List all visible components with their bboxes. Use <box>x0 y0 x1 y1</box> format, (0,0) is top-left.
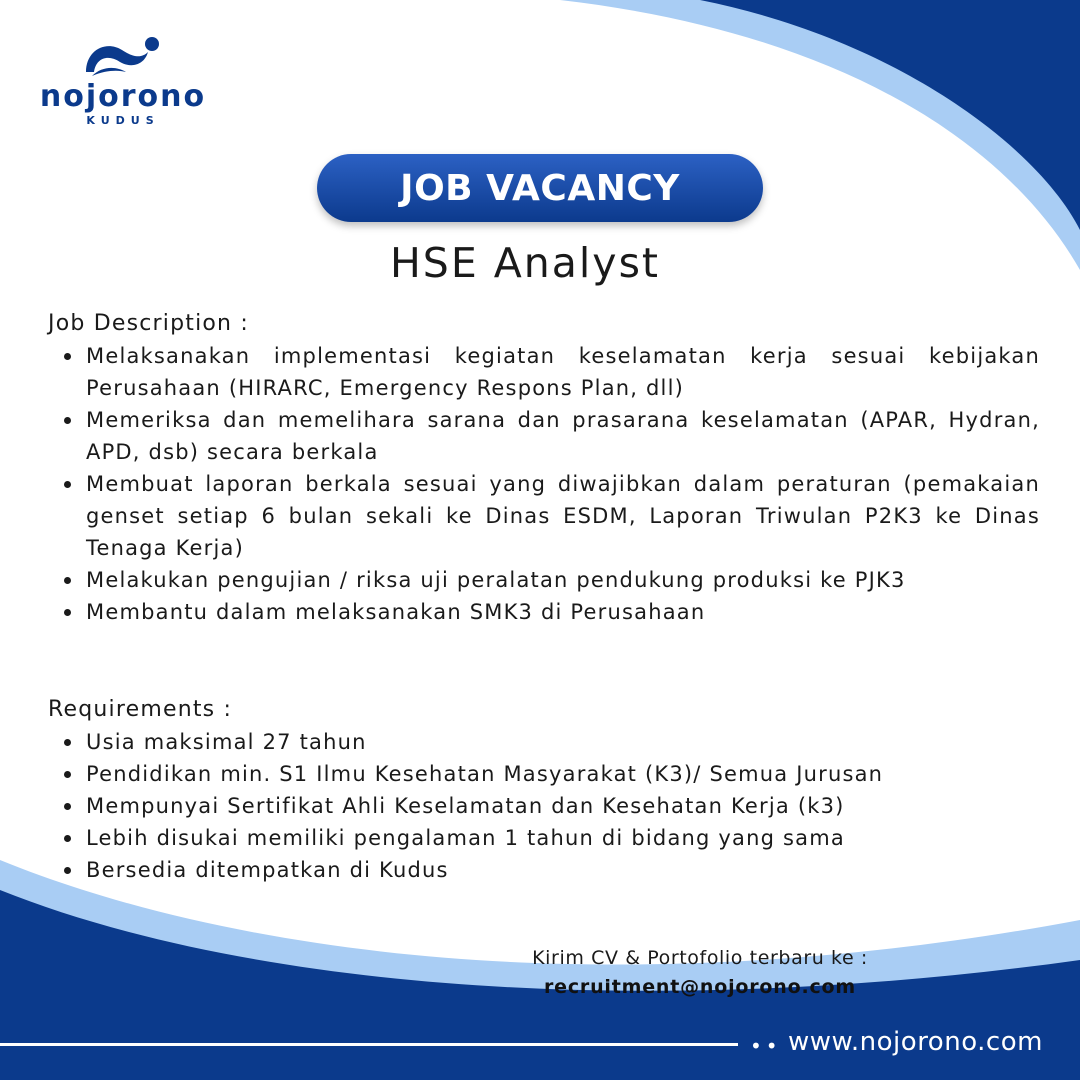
list-item: Mempunyai Sertifikat Ahli Keselamatan dan Kesehatan Kerja (k3) <box>48 790 1040 822</box>
requirements-list <box>48 726 1040 886</box>
company-logo <box>38 36 208 128</box>
requirements-section <box>48 694 1040 886</box>
contact-block <box>480 944 920 1002</box>
list-item: Lebih disukai memiliki pengalaman 1 tahun di bidang yang sama <box>48 822 1040 854</box>
position-title: HSE Analyst <box>389 239 661 287</box>
footer-dots-icon: •• <box>750 1034 782 1058</box>
logo-location: KUDUS <box>86 114 160 127</box>
list-item: Memeriksa dan memelihara sarana dan prasarana keselamatan (APAR, Hydran, APD, dsb) secara berkala <box>48 404 1040 468</box>
job-vacancy-banner <box>317 154 763 222</box>
list-item: Membuat laporan berkala sesuai yang diwajibkan dalam peraturan (pemakaian genset setiap 6 bulan sekali ke Dinas ESDM, Laporan Triwulan P2K3 ke Dinas Tenaga Kerja) <box>48 468 1040 564</box>
recruitment-email-link[interactable]: recruitment@nojorono.com <box>544 976 856 998</box>
list-item: Membantu dalam melaksanakan SMK3 di Perusahaan <box>48 596 1040 628</box>
job-vacancy-label: JOB VACANCY <box>400 167 680 209</box>
job-description-list <box>48 340 1040 628</box>
footer-divider <box>0 1043 738 1046</box>
contact-instruction: Kirim CV & Portofolio terbaru ke : <box>532 947 868 969</box>
job-description-section <box>48 308 1040 628</box>
list-item: Melakukan pengujian / riksa uji peralatan pendukung produksi ke PJK3 <box>48 564 1040 596</box>
website-link[interactable]: www.nojorono.com <box>788 1027 1043 1057</box>
wave-logo-icon <box>82 36 162 80</box>
list-item: Usia maksimal 27 tahun <box>48 726 1040 758</box>
list-item: Bersedia ditempatkan di Kudus <box>48 854 1040 886</box>
requirements-heading: Requirements : <box>48 697 233 722</box>
job-description-heading: Job Description : <box>48 311 250 336</box>
list-item: Pendidikan min. S1 Ilmu Kesehatan Masyarakat (K3)/ Semua Jurusan <box>48 758 1040 790</box>
list-item: Melaksanakan implementasi kegiatan keselamatan kerja sesuai kebijakan Perusahaan (HIRARC, Emergency Respons Plan, dll) <box>48 340 1040 404</box>
logo-wordmark: nojorono <box>39 79 207 114</box>
